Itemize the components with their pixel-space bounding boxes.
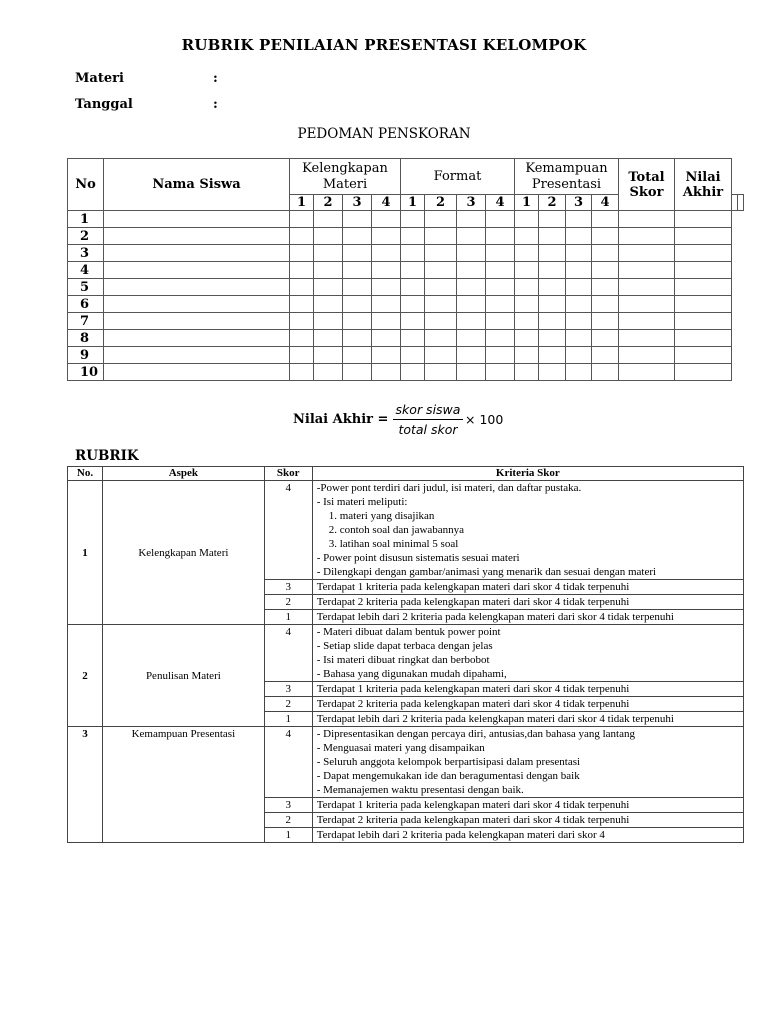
score-cell[interactable] xyxy=(457,211,486,228)
rubric-score: 4 xyxy=(264,481,312,580)
score-cell[interactable] xyxy=(675,262,732,279)
criteria-line: Terdapat 2 kriteria pada kelengkapan materi dari skor 4 tidak terpenuhi xyxy=(316,698,630,710)
score-cell[interactable] xyxy=(343,296,372,313)
score-cell[interactable] xyxy=(592,296,619,313)
score-cell[interactable] xyxy=(372,262,401,279)
score-cell[interactable] xyxy=(401,313,425,330)
student-row xyxy=(68,364,744,381)
score-cell[interactable] xyxy=(619,330,675,347)
row-number: 1 xyxy=(68,211,104,228)
subheader-kemampuan-4: 4 xyxy=(592,195,619,211)
score-cell[interactable] xyxy=(486,279,515,296)
score-cell[interactable] xyxy=(457,313,486,330)
score-cell[interactable] xyxy=(539,330,566,347)
score-cell[interactable] xyxy=(566,245,592,262)
rubric-score: 1 xyxy=(264,828,312,843)
score-cell[interactable] xyxy=(675,279,732,296)
score-cell[interactable] xyxy=(515,279,539,296)
tanggal-colon: : xyxy=(213,97,218,112)
subheader-kemampuan-3: 3 xyxy=(566,195,592,211)
tanggal-row xyxy=(75,97,218,112)
formula-denominator: total skor xyxy=(398,422,458,437)
score-cell[interactable] xyxy=(592,347,619,364)
score-cell[interactable] xyxy=(675,313,732,330)
score-cell[interactable] xyxy=(401,245,425,262)
score-cell[interactable] xyxy=(539,296,566,313)
score-cell[interactable] xyxy=(104,262,290,279)
criteria-line: - Power point disusun sistematis sesuai materi xyxy=(316,552,520,564)
rubric-aspect-name: Kemampuan Presentasi xyxy=(102,727,264,843)
score-cell[interactable] xyxy=(290,245,314,262)
rubric-table xyxy=(67,466,744,843)
criteria-line: Terdapat lebih dari 2 kriteria pada kelengkapan materi dari skor 4 tidak terpenuhi xyxy=(316,611,674,623)
score-cell[interactable] xyxy=(290,262,314,279)
criteria-line: 1. materi yang disajikan xyxy=(328,510,435,522)
rubric-criteria xyxy=(312,828,743,843)
score-cell[interactable] xyxy=(515,296,539,313)
score-cell[interactable] xyxy=(401,364,425,381)
rubric-header-aspek: Aspek xyxy=(102,467,264,481)
row-number: 10 xyxy=(68,364,104,381)
score-cell[interactable] xyxy=(566,296,592,313)
score-cell[interactable] xyxy=(314,279,343,296)
score-cell[interactable] xyxy=(314,245,343,262)
score-cell[interactable] xyxy=(104,313,290,330)
score-cell[interactable] xyxy=(592,228,619,245)
criteria-line: - Dilengkapi dengan gambar/animasi yang menarik dan sesuai dengan materi xyxy=(316,566,657,578)
criteria-line: Terdapat lebih dari 2 kriteria pada kelengkapan materi dari skor 4 xyxy=(316,829,605,841)
student-row xyxy=(68,347,744,364)
rubric-criteria xyxy=(312,697,743,712)
score-cell[interactable] xyxy=(486,228,515,245)
rubric-row xyxy=(68,625,744,682)
score-cell[interactable] xyxy=(457,296,486,313)
score-cell[interactable] xyxy=(372,296,401,313)
score-cell[interactable] xyxy=(675,228,732,245)
score-cell[interactable] xyxy=(314,296,343,313)
score-cell[interactable] xyxy=(486,245,515,262)
score-cell[interactable] xyxy=(314,364,343,381)
score-cell[interactable] xyxy=(619,211,675,228)
criteria-line: Terdapat 1 kriteria pada kelengkapan materi dari skor 4 tidak terpenuhi xyxy=(316,581,630,593)
score-cell[interactable] xyxy=(104,296,290,313)
score-cell[interactable] xyxy=(675,245,732,262)
rubric-row xyxy=(68,727,744,798)
rubric-criteria xyxy=(312,813,743,828)
score-cell[interactable] xyxy=(290,347,314,364)
rubric-score: 4 xyxy=(264,625,312,682)
rubric-criteria xyxy=(312,798,743,813)
subheader-format-2: 2 xyxy=(425,195,457,211)
score-cell[interactable] xyxy=(457,228,486,245)
document-title: RUBRIK PENILAIAN PRESENTASI KELOMPOK xyxy=(181,36,587,54)
score-cell[interactable] xyxy=(515,313,539,330)
formula-fraction xyxy=(393,402,463,437)
score-cell[interactable] xyxy=(619,245,675,262)
score-cell[interactable] xyxy=(592,262,619,279)
score-cell[interactable] xyxy=(372,228,401,245)
criteria-line: Terdapat 1 kriteria pada kelengkapan materi dari skor 4 tidak terpenuhi xyxy=(316,799,630,811)
row-number: 9 xyxy=(68,347,104,364)
score-cell[interactable] xyxy=(619,296,675,313)
score-cell[interactable] xyxy=(425,330,457,347)
row-number: 2 xyxy=(68,228,104,245)
criteria-line: - Seluruh anggota kelompok berpartisipasi dalam presentasi xyxy=(316,756,581,768)
subheader-format-4: 4 xyxy=(486,195,515,211)
criteria-line: - Dapat mengemukakan ide dan beragumentasi dengan baik xyxy=(316,770,580,782)
criteria-line: - Isi materi dibuat ringkat dan berbobot xyxy=(316,654,490,666)
score-cell[interactable] xyxy=(486,364,515,381)
rubric-row xyxy=(68,481,744,580)
score-cell[interactable] xyxy=(619,228,675,245)
score-cell[interactable] xyxy=(372,279,401,296)
score-cell[interactable] xyxy=(401,211,425,228)
score-cell[interactable] xyxy=(104,228,290,245)
score-cell[interactable] xyxy=(343,211,372,228)
rubric-score: 2 xyxy=(264,595,312,610)
score-cell[interactable] xyxy=(104,245,290,262)
score-cell[interactable] xyxy=(539,245,566,262)
student-row xyxy=(68,262,744,279)
score-cell[interactable] xyxy=(425,279,457,296)
student-row xyxy=(68,245,744,262)
score-cell[interactable] xyxy=(566,330,592,347)
score-cell[interactable] xyxy=(343,279,372,296)
rubric-header-no: No. xyxy=(68,467,103,481)
materi-colon: : xyxy=(213,71,218,86)
criteria-line: Terdapat lebih dari 2 kriteria pada kelengkapan materi dari skor 4 tidak terpenuhi xyxy=(316,713,674,725)
score-cell[interactable] xyxy=(566,364,592,381)
score-cell[interactable] xyxy=(401,228,425,245)
score-cell[interactable] xyxy=(372,313,401,330)
score-cell[interactable] xyxy=(515,228,539,245)
score-cell[interactable] xyxy=(425,364,457,381)
score-cell[interactable] xyxy=(290,313,314,330)
score-cell[interactable] xyxy=(592,211,619,228)
student-row xyxy=(68,211,744,228)
rubric-score: 3 xyxy=(264,580,312,595)
score-cell[interactable] xyxy=(401,262,425,279)
score-cell[interactable] xyxy=(425,228,457,245)
score-cell[interactable] xyxy=(343,330,372,347)
score-cell[interactable] xyxy=(515,330,539,347)
score-cell[interactable] xyxy=(290,211,314,228)
score-cell[interactable] xyxy=(619,313,675,330)
student-row xyxy=(68,330,744,347)
rubric-header-kriteria: Kriteria Skor xyxy=(312,467,743,481)
rubric-aspect-number: 2 xyxy=(68,625,103,727)
rubric-score: 2 xyxy=(264,813,312,828)
subheader-kelengkapan-2: 2 xyxy=(314,195,343,211)
score-cell[interactable] xyxy=(619,347,675,364)
header-kemampuan: Kemampuan Presentasi xyxy=(515,159,619,195)
score-body xyxy=(68,211,744,381)
header-total-skor: Total Skor xyxy=(619,159,675,211)
score-cell[interactable] xyxy=(425,245,457,262)
score-cell[interactable] xyxy=(314,313,343,330)
score-cell[interactable] xyxy=(566,211,592,228)
score-cell[interactable] xyxy=(515,245,539,262)
score-cell[interactable] xyxy=(343,313,372,330)
score-cell[interactable] xyxy=(290,279,314,296)
rubric-criteria xyxy=(312,481,743,580)
header-nama-siswa: Nama Siswa xyxy=(104,159,290,211)
score-cell[interactable] xyxy=(343,228,372,245)
student-row xyxy=(68,228,744,245)
score-cell[interactable] xyxy=(401,330,425,347)
score-cell[interactable] xyxy=(566,279,592,296)
score-cell[interactable] xyxy=(539,313,566,330)
score-cell[interactable] xyxy=(372,364,401,381)
score-cell[interactable] xyxy=(343,364,372,381)
rubric-score: 3 xyxy=(264,798,312,813)
score-cell[interactable] xyxy=(457,245,486,262)
score-cell[interactable] xyxy=(372,211,401,228)
score-cell[interactable] xyxy=(401,296,425,313)
rubric-aspect-name: Kelengkapan Materi xyxy=(102,481,264,625)
header-no: No xyxy=(68,159,104,211)
header-kelengkapan: Kelengkapan Materi xyxy=(290,159,401,195)
row-number: 4 xyxy=(68,262,104,279)
score-cell[interactable] xyxy=(566,262,592,279)
score-cell[interactable] xyxy=(457,262,486,279)
header-format: Format xyxy=(401,159,515,195)
score-cell[interactable] xyxy=(104,347,290,364)
score-cell[interactable] xyxy=(314,262,343,279)
score-cell[interactable] xyxy=(675,211,732,228)
pedoman-heading: PEDOMAN PENSKORAN xyxy=(297,126,471,142)
score-cell[interactable] xyxy=(290,296,314,313)
score-cell[interactable] xyxy=(515,211,539,228)
score-cell[interactable] xyxy=(343,262,372,279)
score-cell[interactable] xyxy=(486,296,515,313)
score-cell[interactable] xyxy=(486,262,515,279)
rubric-header-skor: Skor xyxy=(264,467,312,481)
rubric-criteria xyxy=(312,610,743,625)
score-cell[interactable] xyxy=(457,279,486,296)
score-cell[interactable] xyxy=(372,330,401,347)
score-cell[interactable] xyxy=(675,347,732,364)
score-cell[interactable] xyxy=(372,347,401,364)
rubric-criteria xyxy=(312,595,743,610)
score-cell[interactable] xyxy=(539,228,566,245)
row-number: 3 xyxy=(68,245,104,262)
subheader-format-1: 1 xyxy=(401,195,425,211)
header-nilai-akhir: Nilai Akhir xyxy=(675,159,732,211)
score-cell[interactable] xyxy=(539,211,566,228)
rubric-aspect-number: 1 xyxy=(68,481,103,625)
score-cell[interactable] xyxy=(486,347,515,364)
score-cell[interactable] xyxy=(104,211,290,228)
rubric-score: 2 xyxy=(264,697,312,712)
score-cell[interactable] xyxy=(566,347,592,364)
rubric-criteria xyxy=(312,625,743,682)
subheader-kelengkapan-4: 4 xyxy=(372,195,401,211)
score-cell[interactable] xyxy=(425,262,457,279)
score-cell[interactable] xyxy=(425,211,457,228)
score-cell[interactable] xyxy=(401,347,425,364)
score-cell[interactable] xyxy=(401,279,425,296)
criteria-line: - Menguasai materi yang disampaikan xyxy=(316,742,485,754)
score-cell[interactable] xyxy=(104,330,290,347)
rubric-score: 4 xyxy=(264,727,312,798)
criteria-line: - Bahasa yang digunakan mudah dipahami, xyxy=(316,668,507,680)
score-cell[interactable] xyxy=(539,279,566,296)
score-cell[interactable] xyxy=(539,364,566,381)
rubric-aspect-number: 3 xyxy=(68,727,103,843)
score-cell[interactable] xyxy=(566,228,592,245)
score-cell[interactable] xyxy=(619,279,675,296)
subheader-format-3: 3 xyxy=(457,195,486,211)
criteria-line: 3. latihan soal minimal 5 soal xyxy=(328,538,459,550)
subheader-kemampuan-1: 1 xyxy=(515,195,539,211)
score-cell[interactable] xyxy=(343,347,372,364)
rubric-criteria xyxy=(312,682,743,697)
row-number: 6 xyxy=(68,296,104,313)
score-cell[interactable] xyxy=(486,211,515,228)
criteria-line: - Isi materi meliputi: xyxy=(316,496,408,508)
materi-row xyxy=(75,71,218,86)
score-cell[interactable] xyxy=(314,228,343,245)
score-cell[interactable] xyxy=(425,296,457,313)
subheader-kemampuan-2: 2 xyxy=(539,195,566,211)
score-cell[interactable] xyxy=(425,347,457,364)
score-cell[interactable] xyxy=(486,330,515,347)
criteria-line: - Setiap slide dapat terbaca dengan jelas xyxy=(316,640,493,652)
score-cell[interactable] xyxy=(104,364,290,381)
score-cell[interactable] xyxy=(515,262,539,279)
rubric-criteria xyxy=(312,580,743,595)
criteria-line: -Power pont terdiri dari judul, isi materi, dan daftar pustaka. xyxy=(316,482,582,494)
score-cell[interactable] xyxy=(566,313,592,330)
subheader-kelengkapan-3: 3 xyxy=(343,195,372,211)
rubrik-heading: RUBRIK xyxy=(75,448,139,464)
score-cell[interactable] xyxy=(372,245,401,262)
score-cell[interactable] xyxy=(290,330,314,347)
criteria-line: - Materi dibuat dalam bentuk power point xyxy=(316,626,501,638)
score-table xyxy=(67,158,744,381)
score-cell[interactable] xyxy=(539,262,566,279)
criteria-line: - Dipresentasikan dengan percaya diri, antusias,dan bahasa yang lantang xyxy=(316,728,635,740)
subheader-nilai-empty xyxy=(738,195,744,211)
criteria-line: 2. contoh soal dan jawabannya xyxy=(328,524,465,536)
score-cell[interactable] xyxy=(675,296,732,313)
tanggal-label: Tanggal xyxy=(75,97,133,112)
rubric-score: 3 xyxy=(264,682,312,697)
score-cell[interactable] xyxy=(290,228,314,245)
score-cell[interactable] xyxy=(314,330,343,347)
score-cell[interactable] xyxy=(104,279,290,296)
score-cell[interactable] xyxy=(592,279,619,296)
materi-label: Materi xyxy=(75,71,124,86)
student-row xyxy=(68,313,744,330)
score-cell[interactable] xyxy=(675,330,732,347)
formula-numerator: skor siswa xyxy=(393,402,463,420)
score-cell[interactable] xyxy=(515,347,539,364)
subheader-kelengkapan-1: 1 xyxy=(290,195,314,211)
score-cell[interactable] xyxy=(457,364,486,381)
score-cell[interactable] xyxy=(314,347,343,364)
score-cell[interactable] xyxy=(486,313,515,330)
formula-label: Nilai Akhir = xyxy=(293,412,389,427)
score-cell[interactable] xyxy=(457,330,486,347)
score-cell[interactable] xyxy=(619,364,675,381)
score-cell[interactable] xyxy=(592,330,619,347)
score-cell[interactable] xyxy=(592,364,619,381)
criteria-line: Terdapat 2 kriteria pada kelengkapan materi dari skor 4 tidak terpenuhi xyxy=(316,596,630,608)
score-cell[interactable] xyxy=(592,313,619,330)
student-row xyxy=(68,296,744,313)
rubric-criteria xyxy=(312,712,743,727)
rubric-body xyxy=(68,481,744,843)
score-cell[interactable] xyxy=(457,347,486,364)
rubric-score: 1 xyxy=(264,610,312,625)
criteria-line: Terdapat 1 kriteria pada kelengkapan materi dari skor 4 tidak terpenuhi xyxy=(316,683,630,695)
formula-multiplier: × 100 xyxy=(465,412,504,427)
score-cell[interactable] xyxy=(290,364,314,381)
score-cell[interactable] xyxy=(515,364,539,381)
score-cell[interactable] xyxy=(343,245,372,262)
row-number: 5 xyxy=(68,279,104,296)
rubric-aspect-name: Penulisan Materi xyxy=(102,625,264,727)
score-cell[interactable] xyxy=(425,313,457,330)
row-number: 7 xyxy=(68,313,104,330)
score-cell[interactable] xyxy=(675,364,732,381)
score-cell[interactable] xyxy=(314,211,343,228)
rubric-criteria xyxy=(312,727,743,798)
score-cell[interactable] xyxy=(539,347,566,364)
score-cell[interactable] xyxy=(592,245,619,262)
score-cell[interactable] xyxy=(619,262,675,279)
rubric-score: 1 xyxy=(264,712,312,727)
student-row xyxy=(68,279,744,296)
row-number: 8 xyxy=(68,330,104,347)
criteria-line: - Memanajemen waktu presentasi dengan baik. xyxy=(316,784,524,796)
criteria-line: Terdapat 2 kriteria pada kelengkapan materi dari skor 4 tidak terpenuhi xyxy=(316,814,630,826)
